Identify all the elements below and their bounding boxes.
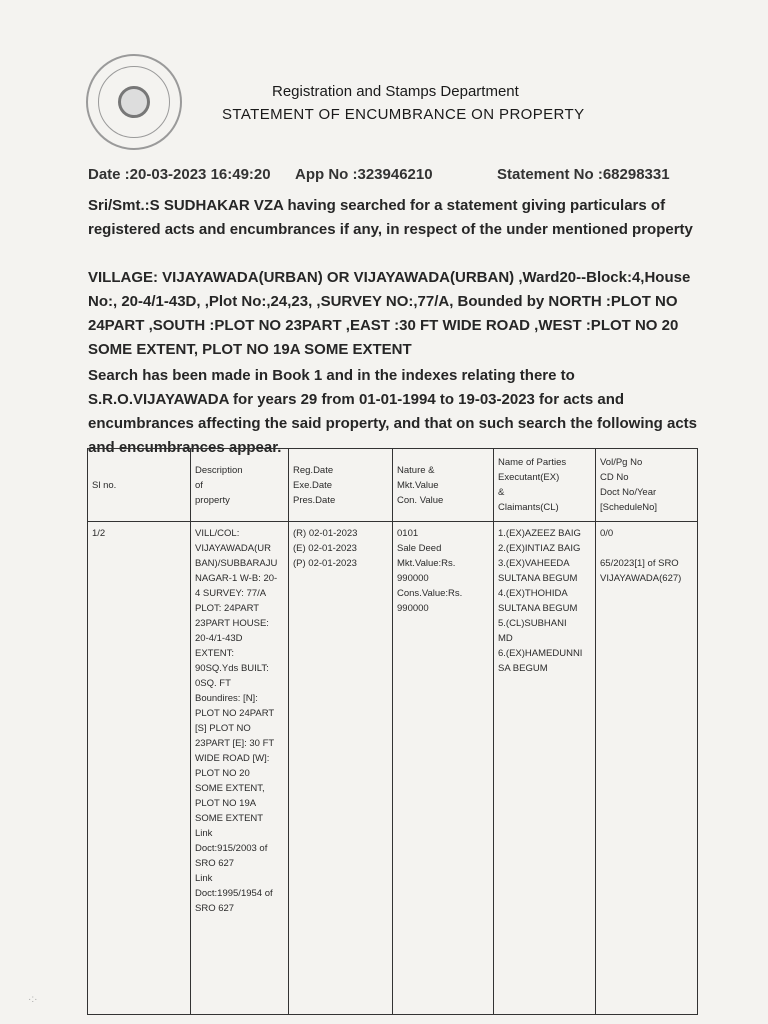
table-row [88, 522, 698, 1015]
header-dates: Reg.Date Exe.Date Pres.Date [289, 449, 393, 522]
search-paragraph: Search has been made in Book 1 and in the indexes relating there to S.R.O.VIJAYAWADA for years 29 from 01-01-1994 to 19-03-2023 for acts and encumbrances affecting the said property, and that on such search the following acts and encumbrances appear. [88, 367, 698, 456]
intro-paragraph: Sri/Smt.:S SUDHAKAR VZA having searched for a statement giving particulars of registered acts and encumbrances if any, in respect of the under mentioned property [88, 197, 693, 238]
header-parties: Name of Parties Executant(EX) & Claimants(CL) [494, 449, 596, 522]
cell-dates: (R) 02-01-2023 (E) 02-01-2023 (P) 02-01-2023 [289, 522, 393, 1015]
cell-description: VILL/COL: VIJAYAWADA(UR BAN)/SUBBARAJU NAGAR-1 W-B: 20- 4 SURVEY: 77/A PLOT: 24PART 23PART HOUSE: 20-4/1-43D EXTENT: 90SQ.Yds BUILT: 0SQ. FT Boundires: [N]: PLOT NO 24PART [S] PLOT NO 23PART [E]: 30 FT WIDE ROAD [W]: PLOT NO 20 SOME EXTENT, PLOT NO 19A SOME EXTENT Link Doct:915/2003 of SRO 627 Link Doct:1995/1954 of SRO 627 [191, 522, 289, 1015]
page-scan-mark: ·:· [28, 994, 38, 1005]
header-sl-no: Sl no. [88, 449, 191, 522]
statement-number: Statement No :68298331 [497, 166, 670, 183]
property-paragraph: VILLAGE: VIJAYAWADA(URBAN) OR VIJAYAWADA(URBAN) ,Ward20--Block:4,House No:, 20-4/1-43D, ,Plot No:,24,23, ,SURVEY NO:,77/A, Bounded by NORTH :PLOT NO 24PART ,SOUTH :PLOT NO 23PART ,EAST :30 FT WIDE ROAD ,WEST :PLOT NO 20 SOME EXTENT, PLOT NO 19A SOME EXTENT [88, 269, 691, 358]
cell-volume: 0/0 65/2023[1] of SRO VIJAYAWADA(627) [596, 522, 698, 1015]
seal-emblem [118, 86, 150, 118]
header-volume: Vol/Pg No CD No Doct No/Year [ScheduleNo] [596, 449, 698, 522]
header-description: Description of property [191, 449, 289, 522]
cell-parties: 1.(EX)AZEEZ BAIG 2.(EX)INTIAZ BAIG 3.(EX)VAHEEDA SULTANA BEGUM 4.(EX)THOHIDA SULTANA BEGUM 5.(CL)SUBHANI MD 6.(EX)HAMEDUNNI SA BEGUM [494, 522, 596, 1015]
department-name: Registration and Stamps Department [272, 83, 519, 100]
application-number: App No :323946210 [295, 166, 433, 183]
cell-sl-no: 1/2 [88, 522, 191, 1015]
table-header-row [88, 449, 698, 522]
cell-nature: 0101 Sale Deed Mkt.Value:Rs. 990000 Cons.Value:Rs. 990000 [393, 522, 494, 1015]
encumbrance-table [87, 448, 698, 1015]
department-seal-icon [86, 54, 182, 150]
header-nature: Nature & Mkt.Value Con. Value [393, 449, 494, 522]
statement-title: STATEMENT OF ENCUMBRANCE ON PROPERTY [222, 106, 585, 123]
statement-date: Date :20-03-2023 16:49:20 [88, 166, 271, 183]
